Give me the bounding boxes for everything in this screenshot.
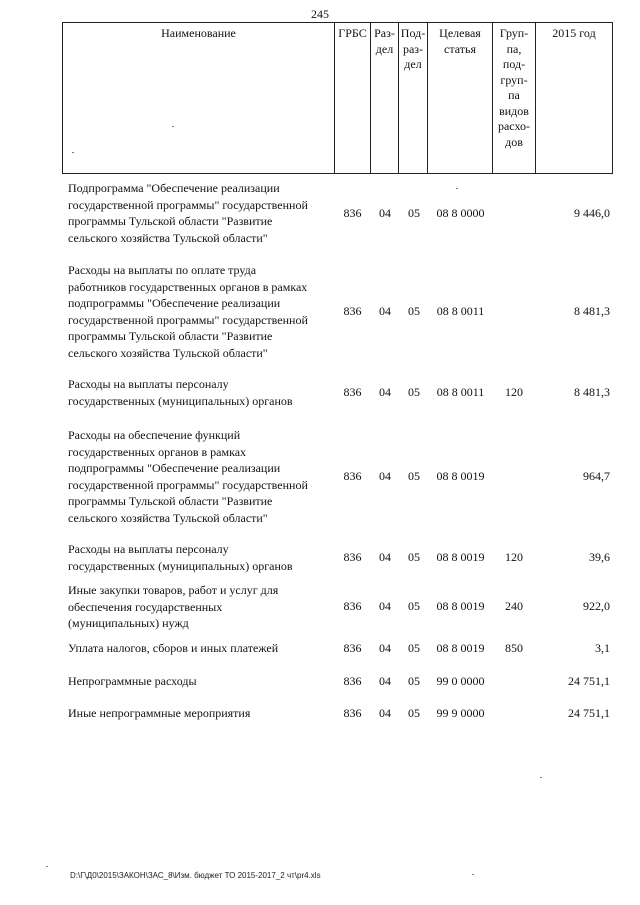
row-name: Иные непрограммные мероприятия [68,706,251,720]
row-grbs: 836 [343,385,362,399]
header-podrazdel: Под- раз- дел [400,26,426,71]
row-razdel: 04 [379,304,391,318]
row-podrazdel: 05 [408,469,420,483]
row-podrazdel: 05 [408,706,420,720]
row-name: Иные закупки товаров, работ и услуг для обеспечения государственных (муниципальных) нужд [68,583,279,630]
header-cs: Целевая статья [439,26,481,56]
row-podrazdel: 05 [408,641,420,655]
header-year: 2015 год [552,26,596,40]
row-name: Уплата налогов, сборов и иных платежей [68,641,279,655]
row-razdel: 04 [379,599,391,613]
header-razdel: Раз- дел [374,26,395,56]
row-amount: 964,7 [583,469,610,483]
row-grbs: 836 [343,550,362,564]
header-name: Наименование [161,26,236,40]
row-razdel: 04 [379,206,391,220]
row-podrazdel: 05 [408,599,420,613]
row-razdel: 04 [379,641,391,655]
row-vr: 850 [505,641,523,655]
row-grbs: 836 [343,304,362,318]
header-grbs: ГРБС [338,26,367,40]
row-name: Расходы на обеспечение функций государственных органов в рамках подпрограммы "Обеспечение реализации государственной программы" государственной программы Тульской области "Развитие сельского хозяйства Тульской области" [68,428,308,525]
row-razdel: 04 [379,706,391,720]
row-cs: 08 8 0019 [436,469,485,483]
row-grbs: 836 [343,599,362,613]
row-cs: 08 8 0019 [436,550,485,564]
row-cs: 99 9 0000 [436,706,485,720]
row-cs: 99 0 0000 [436,674,485,688]
row-razdel: 04 [379,469,391,483]
row-amount: 922,0 [583,599,610,613]
row-podrazdel: 05 [408,550,420,564]
row-amount: 24 751,1 [568,674,610,688]
scan-speck [540,777,542,778]
row-grbs: 836 [343,674,362,688]
row-name: Расходы на выплаты персоналу государственных (муниципальных) органов [68,542,293,573]
row-vr: 120 [505,550,523,564]
row-name: Непрограммные расходы [68,674,197,688]
row-razdel: 04 [379,385,391,399]
row-amount: 8 481,3 [574,385,610,399]
row-cs: 08 8 0000 [436,206,485,220]
row-amount: 3,1 [595,641,610,655]
row-amount: 8 481,3 [574,304,610,318]
row-grbs: 836 [343,641,362,655]
scan-speck [46,866,48,867]
row-podrazdel: 05 [408,385,420,399]
header-divider-name [334,22,335,174]
scan-speck [456,188,458,189]
scan-speck [72,152,74,153]
row-amount: 24 751,1 [568,706,610,720]
header-border-right [612,22,613,174]
row-grbs: 836 [343,706,362,720]
row-grbs: 836 [343,469,362,483]
row-cs: 08 8 0019 [436,599,485,613]
scan-speck [472,874,474,875]
file-path-footer: D:\Г\Д0\2015\ЗАКОН\ЗАС_8\Изм. бюджет ТО 2015-2017_2 чт\pr4.xls [70,871,321,880]
row-name: Расходы на выплаты по оплате труда работников государственных органов в рамках подпрограммы "Обеспечение реализации государственной программы" государственной программы Тульской области "Развитие сельского хозяйства Тульской области" [68,263,308,360]
row-vr: 240 [505,599,523,613]
page-number: 245 [311,7,329,21]
row-cs: 08 8 0011 [436,385,485,399]
row-podrazdel: 05 [408,304,420,318]
scan-speck [172,126,174,127]
row-razdel: 04 [379,550,391,564]
row-podrazdel: 05 [408,674,420,688]
row-amount: 39,6 [589,550,610,564]
row-cs: 08 8 0019 [436,641,485,655]
row-amount: 9 446,0 [574,206,610,220]
row-name: Подпрограмма "Обеспечение реализации государственной программы" государственной программы Тульской области "Развитие сельского хозяйства Тульской области" [68,181,308,245]
header-vr: Груп- па, под- груп- па видов расхо- дов [497,26,531,149]
header-border-left [62,22,63,174]
row-razdel: 04 [379,674,391,688]
header-divider-vr [535,22,536,174]
row-name: Расходы на выплаты персоналу государственных (муниципальных) органов [68,377,293,408]
row-cs: 08 8 0011 [436,304,485,318]
row-grbs: 836 [343,206,362,220]
row-vr: 120 [505,385,523,399]
row-podrazdel: 05 [408,206,420,220]
